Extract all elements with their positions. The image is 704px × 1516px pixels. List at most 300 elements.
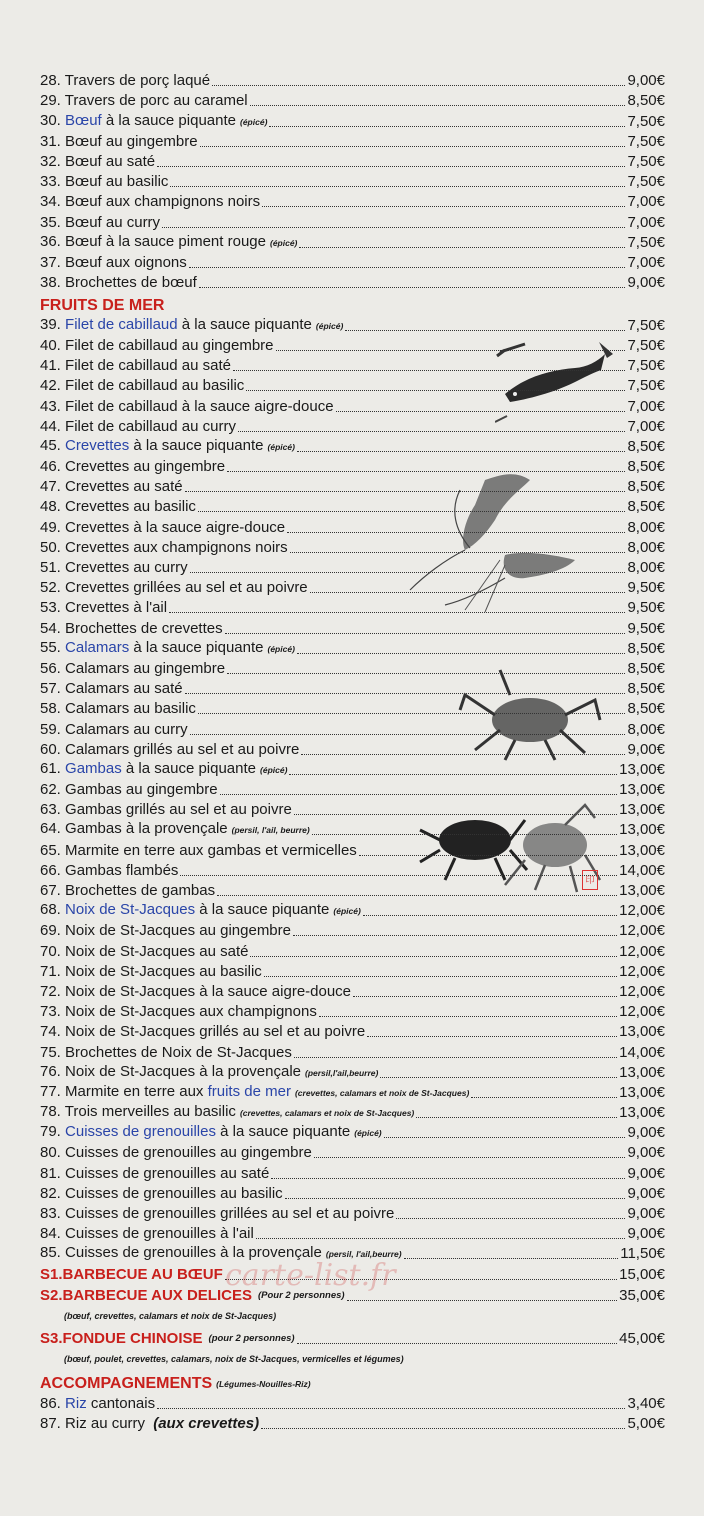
item-number: 48. bbox=[40, 498, 61, 516]
menu-item-label bbox=[40, 620, 223, 638]
item-name: Crevettes au gingembre bbox=[65, 458, 226, 476]
item-name: Cuisses de grenouilles au gingembre bbox=[65, 1144, 312, 1162]
item-name: Calamars au saté bbox=[65, 680, 183, 698]
item-number: 36. bbox=[40, 232, 61, 250]
dot-leader bbox=[227, 673, 625, 674]
menu-item bbox=[40, 860, 665, 880]
dot-leader bbox=[157, 1408, 625, 1409]
item-note: (épicé) bbox=[354, 1128, 382, 1139]
menu-item bbox=[40, 1062, 665, 1082]
item-price: 8,50€ bbox=[627, 700, 665, 718]
item-price: 9,00€ bbox=[627, 1124, 665, 1142]
item-name: Crevettes grillées au sel et au poivre bbox=[65, 579, 308, 597]
item-note: (épicé) bbox=[260, 764, 288, 775]
item-note: (persil,l'ail,beurre) bbox=[305, 1067, 379, 1078]
menu-item-label bbox=[40, 274, 197, 292]
item-name: Brochettes de crevettes bbox=[65, 619, 223, 637]
item-number: 47. bbox=[40, 478, 61, 496]
item-price: 7,50€ bbox=[627, 132, 665, 150]
item-name: Marmite en terre aux gambas et vermicelles bbox=[65, 841, 357, 859]
item-price: 8,00€ bbox=[627, 518, 665, 536]
menu-item bbox=[40, 799, 665, 819]
item-name: Marmite en terre aux bbox=[65, 1082, 208, 1100]
menu-item-label bbox=[40, 92, 248, 110]
menu-item bbox=[40, 232, 665, 252]
item-price: 7,00€ bbox=[627, 213, 665, 231]
menu-item bbox=[40, 718, 665, 738]
item-name: Noix de St-Jacques aux champignons bbox=[65, 1003, 317, 1021]
dot-leader bbox=[290, 552, 626, 553]
item-price: 9,50€ bbox=[627, 599, 665, 617]
menu-item-label bbox=[40, 1185, 283, 1203]
item-name: Gambas flambés bbox=[65, 861, 179, 879]
dot-leader bbox=[384, 1137, 626, 1138]
item-number: 54. bbox=[40, 619, 61, 637]
item-name: Filet de cabillaud au basilic bbox=[65, 377, 245, 395]
item-note: (crevettes, calamars et noix de St-Jacques) bbox=[294, 1087, 470, 1098]
menu-item-label bbox=[40, 943, 248, 961]
artist-seal: 印 bbox=[582, 870, 598, 890]
special-price: 45,00€ bbox=[619, 1330, 665, 1348]
menu-item-label bbox=[40, 1044, 292, 1062]
item-highlight: fruits de mer bbox=[207, 1082, 291, 1100]
dot-leader bbox=[198, 713, 626, 714]
item-price: 13,00€ bbox=[619, 1104, 665, 1122]
dot-leader bbox=[345, 330, 625, 331]
item-price: 8,00€ bbox=[627, 559, 665, 576]
menu-item bbox=[40, 90, 665, 110]
menu-item bbox=[40, 131, 665, 151]
item-price: 13,00€ bbox=[619, 1063, 665, 1081]
menu-item-label bbox=[40, 233, 297, 252]
dot-leader bbox=[299, 247, 625, 248]
dot-leader bbox=[297, 653, 626, 654]
menu-item bbox=[40, 416, 665, 436]
menu-item-label bbox=[40, 862, 178, 880]
item-name: cantonais bbox=[86, 1395, 156, 1413]
item-name: Filet de cabillaud au curry bbox=[65, 417, 236, 435]
dot-leader bbox=[294, 1057, 617, 1058]
item-name: Noix de St-Jacques au basilic bbox=[65, 962, 262, 980]
item-price: 13,00€ bbox=[619, 781, 665, 799]
item-price: 12,00€ bbox=[619, 942, 665, 960]
item-number: 45. bbox=[40, 436, 61, 454]
item-number: 49. bbox=[40, 518, 61, 536]
item-number: 85. bbox=[40, 1244, 61, 1262]
item-price: 13,00€ bbox=[619, 1083, 665, 1101]
item-number: 46. bbox=[40, 458, 61, 476]
item-highlight: Filet de cabillaud bbox=[65, 315, 178, 333]
item-number: 63. bbox=[40, 801, 61, 819]
item-name: à la sauce piquante bbox=[195, 901, 330, 919]
item-number: 65. bbox=[40, 841, 61, 859]
menu-item-label bbox=[40, 112, 267, 131]
item-price: 8,00€ bbox=[627, 720, 665, 738]
dot-leader bbox=[262, 206, 625, 207]
dot-leader bbox=[217, 895, 617, 896]
dot-leader bbox=[301, 754, 625, 755]
menu-item-label bbox=[40, 1225, 254, 1243]
menu-item bbox=[40, 819, 665, 839]
item-name: à la sauce piquante bbox=[129, 436, 264, 454]
dot-leader bbox=[287, 532, 625, 533]
menu-item bbox=[40, 1413, 665, 1433]
menu-item-label bbox=[40, 781, 218, 799]
item-price: 8,50€ bbox=[627, 92, 665, 110]
dot-leader bbox=[319, 1016, 617, 1017]
menu-item bbox=[40, 1162, 665, 1182]
menu-item bbox=[40, 577, 665, 597]
dot-leader bbox=[190, 572, 626, 573]
item-price: 9,00€ bbox=[627, 1225, 665, 1243]
menu-item-label bbox=[40, 1123, 382, 1142]
item-name: Noix de St-Jacques au saté bbox=[65, 942, 249, 960]
item-number: 44. bbox=[40, 417, 61, 435]
item-name: Brochettes de bœuf bbox=[65, 274, 197, 292]
dot-leader bbox=[261, 1428, 625, 1429]
menu-item bbox=[40, 759, 665, 779]
menu-item bbox=[40, 1021, 665, 1041]
item-number: 56. bbox=[40, 659, 61, 677]
item-number: 29. bbox=[40, 92, 61, 110]
item-name: Filet de cabillaud au gingembre bbox=[65, 336, 274, 354]
item-note: (épicé) bbox=[269, 237, 298, 248]
menu-item-label bbox=[40, 1205, 394, 1223]
menu-item bbox=[40, 961, 665, 981]
item-name: Bœuf au curry bbox=[65, 213, 161, 231]
item-note: (épicé) bbox=[240, 116, 268, 127]
item-price: 12,00€ bbox=[619, 982, 665, 1000]
item-number: 75. bbox=[40, 1043, 61, 1061]
menu-item bbox=[40, 191, 665, 211]
item-number: 40. bbox=[40, 336, 61, 354]
item-name: Bœuf aux champignons noirs bbox=[65, 193, 261, 211]
item-number: 38. bbox=[40, 274, 61, 292]
item-name: Crevettes au curry bbox=[65, 559, 188, 576]
menu-item-label bbox=[40, 539, 288, 557]
menu-item bbox=[40, 375, 665, 395]
item-name: Calamars grillés au sel et au poivre bbox=[65, 740, 300, 758]
item-number: 41. bbox=[40, 357, 61, 375]
item-price: 7,50€ bbox=[627, 233, 665, 251]
item-number: 81. bbox=[40, 1164, 61, 1182]
dot-leader bbox=[190, 734, 626, 735]
item-name: à la sauce piquante bbox=[129, 638, 264, 656]
item-name: Crevettes à l'ail bbox=[65, 599, 168, 617]
item-name: Noix de St-Jacques à la sauce aigre-douce bbox=[65, 982, 352, 1000]
item-number: 61. bbox=[40, 759, 61, 777]
dot-leader bbox=[256, 1238, 626, 1239]
menu-item-label bbox=[40, 1415, 259, 1433]
menu-item-label bbox=[40, 173, 168, 191]
item-number: 37. bbox=[40, 253, 61, 271]
special-note: (Pour 2 personnes) bbox=[257, 1290, 345, 1302]
item-number: 71. bbox=[40, 962, 61, 980]
item-number: 50. bbox=[40, 538, 61, 556]
item-price: 13,00€ bbox=[619, 760, 665, 778]
item-note: (persil, l'ail,beurre) bbox=[325, 1249, 402, 1260]
item-name: Travers de porç laqué bbox=[64, 72, 211, 90]
item-name: Calamars au basilic bbox=[65, 700, 196, 718]
dot-leader bbox=[314, 1157, 626, 1158]
dot-leader bbox=[310, 592, 626, 593]
item-name: Calamars au gingembre bbox=[65, 659, 226, 677]
dot-leader bbox=[269, 126, 625, 127]
item-number: 79. bbox=[40, 1123, 61, 1141]
menu-item bbox=[40, 436, 665, 456]
item-name: Gambas grillés au sel et au poivre bbox=[65, 801, 292, 819]
menu-item-label bbox=[40, 133, 198, 151]
item-number: 58. bbox=[40, 700, 61, 718]
item-note: (épicé) bbox=[333, 906, 361, 917]
menu-item bbox=[40, 1041, 665, 1061]
item-price: 13,00€ bbox=[619, 801, 665, 819]
menu-item-label bbox=[40, 882, 215, 900]
item-name: Riz au curry bbox=[65, 1415, 150, 1433]
item-number: 62. bbox=[40, 781, 61, 799]
menu-item bbox=[40, 1183, 665, 1203]
section-title: ACCOMPAGNEMENTS bbox=[40, 1374, 213, 1392]
item-number: 70. bbox=[40, 942, 61, 960]
item-number: 33. bbox=[40, 173, 61, 191]
item-price: 11,50€ bbox=[620, 1245, 665, 1263]
dot-leader bbox=[246, 390, 625, 391]
item-name: Gambas à la provençale bbox=[65, 820, 228, 838]
special-item bbox=[40, 1327, 665, 1348]
item-price: 8,50€ bbox=[627, 478, 665, 496]
item-number: 30. bbox=[40, 111, 61, 129]
item-price: 14,00€ bbox=[619, 1043, 665, 1061]
menu-item bbox=[40, 779, 665, 799]
special-description bbox=[40, 1305, 665, 1327]
menu-item bbox=[40, 1102, 665, 1122]
dot-leader bbox=[227, 471, 625, 472]
item-price: 7,50€ bbox=[627, 336, 665, 354]
item-name: Noix de St-Jacques au gingembre bbox=[65, 922, 291, 940]
item-number: 35. bbox=[40, 213, 61, 231]
item-price: 8,50€ bbox=[627, 458, 665, 476]
menu-item-label bbox=[40, 559, 188, 577]
menu-item bbox=[40, 981, 665, 1001]
item-price: 9,50€ bbox=[627, 619, 665, 637]
dot-leader bbox=[293, 935, 617, 936]
item-price: 9,00€ bbox=[627, 1184, 665, 1202]
menu-item-label bbox=[40, 721, 188, 739]
menu-item-label bbox=[40, 660, 225, 678]
item-name: Gambas au gingembre bbox=[65, 781, 218, 799]
item-number: 69. bbox=[40, 922, 61, 940]
menu-item bbox=[40, 171, 665, 191]
menu-item bbox=[40, 355, 665, 375]
dot-leader bbox=[336, 411, 626, 412]
menu-item bbox=[40, 940, 665, 960]
menu-item-label bbox=[40, 254, 187, 272]
special-title: S2.BARBECUE AUX DELICES bbox=[40, 1287, 252, 1305]
dot-leader bbox=[233, 370, 625, 371]
menu-item bbox=[40, 1142, 665, 1162]
item-number: 57. bbox=[40, 680, 61, 698]
item-number: 78. bbox=[40, 1103, 61, 1121]
menu-item bbox=[40, 315, 665, 335]
item-number: 31. bbox=[40, 132, 61, 150]
item-price: 8,50€ bbox=[627, 680, 665, 698]
item-name: Brochettes de Noix de St-Jacques bbox=[65, 1043, 292, 1061]
item-number: 74. bbox=[40, 1023, 61, 1041]
menu-item bbox=[40, 335, 665, 355]
special-title: S1.BARBECUE AU BŒUF bbox=[40, 1266, 223, 1284]
dot-leader bbox=[276, 350, 626, 351]
item-number: 73. bbox=[40, 1003, 61, 1021]
item-name: Crevettes au basilic bbox=[65, 498, 196, 516]
menu-item bbox=[40, 1203, 665, 1223]
item-price: 9,00€ bbox=[627, 1205, 665, 1222]
item-number: 87. bbox=[40, 1415, 61, 1433]
dot-leader bbox=[212, 85, 625, 86]
dot-leader bbox=[285, 1198, 626, 1199]
menu-item-label bbox=[40, 1395, 155, 1413]
special-description-text: (bœuf, poulet, crevettes, calamars, noix de St-Jacques, vermicelles et légumes) bbox=[64, 1354, 404, 1365]
menu-item bbox=[40, 395, 665, 415]
menu-item bbox=[40, 698, 665, 718]
menu-item bbox=[40, 252, 665, 272]
item-number: 60. bbox=[40, 740, 61, 758]
item-price: 7,00€ bbox=[627, 417, 665, 435]
item-number: 43. bbox=[40, 397, 61, 415]
menu-item-label bbox=[40, 337, 274, 355]
dot-leader bbox=[471, 1097, 617, 1098]
menu-item bbox=[40, 496, 665, 516]
menu-item bbox=[40, 597, 665, 617]
dot-leader bbox=[271, 1178, 625, 1179]
menu-item-label bbox=[40, 599, 167, 617]
section-heading bbox=[40, 1370, 665, 1393]
dot-leader bbox=[189, 267, 626, 268]
menu-item-label bbox=[40, 398, 334, 416]
item-name: Trois merveilles au basilic bbox=[64, 1103, 236, 1121]
menu-item-label bbox=[40, 498, 196, 516]
dot-leader bbox=[162, 227, 625, 228]
menu-item bbox=[40, 617, 665, 637]
item-price: 7,00€ bbox=[627, 193, 665, 211]
item-highlight: Bœuf bbox=[65, 111, 102, 129]
menu-item bbox=[40, 658, 665, 678]
menu-item bbox=[40, 272, 665, 292]
menu-item-label bbox=[40, 639, 295, 658]
item-number: 64. bbox=[40, 820, 61, 838]
item-price: 8,50€ bbox=[627, 498, 665, 516]
menu-item bbox=[40, 516, 665, 536]
menu-item bbox=[40, 1082, 665, 1102]
section-heading bbox=[40, 292, 665, 315]
item-number: 42. bbox=[40, 377, 61, 395]
item-name: Cuisses de grenouilles au basilic bbox=[65, 1184, 283, 1202]
dot-leader bbox=[312, 834, 617, 835]
item-name: Noix de St-Jacques à la provençale bbox=[65, 1062, 301, 1080]
menu-item-label bbox=[40, 1003, 317, 1021]
menu-item bbox=[40, 70, 665, 90]
item-number: 84. bbox=[40, 1225, 61, 1243]
item-number: 34. bbox=[40, 193, 61, 211]
item-price: 7,50€ bbox=[627, 112, 665, 130]
dot-leader bbox=[185, 491, 626, 492]
menu-item-label bbox=[40, 579, 308, 597]
item-price: 7,50€ bbox=[627, 377, 665, 395]
item-price: 7,00€ bbox=[627, 397, 665, 415]
menu-item-label bbox=[40, 377, 244, 395]
item-name: à la sauce piquante bbox=[121, 759, 257, 777]
menu-item-label bbox=[40, 801, 292, 819]
item-number: 83. bbox=[40, 1205, 61, 1222]
menu-item-label bbox=[40, 680, 183, 698]
item-price: 8,50€ bbox=[627, 659, 665, 677]
menu-item-label bbox=[40, 700, 196, 718]
menu-item bbox=[40, 557, 665, 577]
item-name: Cuisses de grenouilles à l'ail bbox=[65, 1225, 254, 1243]
menu-item bbox=[40, 151, 665, 171]
special-price: 15,00€ bbox=[619, 1266, 665, 1284]
menu-item bbox=[40, 1223, 665, 1243]
menu-item bbox=[40, 739, 665, 759]
item-number: 53. bbox=[40, 599, 61, 617]
menu-item bbox=[40, 211, 665, 231]
item-note: (persil, l'ail, beurre) bbox=[231, 825, 310, 836]
item-price: 12,00€ bbox=[619, 1003, 665, 1021]
menu-item-label bbox=[40, 193, 260, 211]
special-description bbox=[40, 1348, 665, 1370]
special-description-text: (bœuf, crevettes, calamars et noix de St-Jacques) bbox=[64, 1311, 277, 1322]
item-note: (crevettes, calamars et noix de St-Jacques) bbox=[239, 1108, 415, 1119]
dot-leader bbox=[185, 693, 626, 694]
item-name: Crevettes aux champignons noirs bbox=[65, 538, 288, 556]
item-name: Bœuf au basilic bbox=[65, 173, 169, 191]
menu-list bbox=[40, 70, 665, 1433]
item-number: 55. bbox=[40, 638, 61, 656]
item-price: 13,00€ bbox=[619, 821, 665, 839]
menu-item-label bbox=[40, 478, 183, 496]
menu-item-label bbox=[40, 519, 285, 537]
dot-leader bbox=[297, 1343, 618, 1344]
dot-leader bbox=[289, 774, 617, 775]
item-number: 68. bbox=[40, 901, 61, 919]
menu-item-label bbox=[40, 72, 210, 90]
menu-item-label bbox=[40, 1063, 378, 1082]
item-name: à la sauce piquante bbox=[177, 315, 312, 333]
item-name: Filet de cabillaud à la sauce aigre-douce bbox=[65, 397, 334, 415]
dot-leader bbox=[199, 287, 626, 288]
menu-item bbox=[40, 1393, 665, 1413]
item-name: Noix de St-Jacques grillés au sel et au poivre bbox=[65, 1023, 366, 1041]
dot-leader bbox=[250, 956, 617, 957]
dot-leader bbox=[220, 794, 617, 795]
item-number: 80. bbox=[40, 1144, 61, 1162]
menu-item-label bbox=[40, 901, 361, 920]
menu-item-label bbox=[40, 214, 160, 232]
item-number: 32. bbox=[40, 152, 61, 170]
item-highlight: Noix de St-Jacques bbox=[65, 901, 196, 919]
item-name: Calamars au curry bbox=[65, 720, 188, 738]
menu-item bbox=[40, 638, 665, 658]
item-number: 86. bbox=[40, 1395, 61, 1413]
menu-item bbox=[40, 1122, 665, 1142]
item-price: 13,00€ bbox=[619, 882, 665, 899]
item-name: Travers de porc au caramel bbox=[64, 92, 248, 110]
item-name: Cuisses de grenouilles à la provençale bbox=[65, 1244, 322, 1262]
item-price: 7,50€ bbox=[627, 152, 665, 170]
dot-leader bbox=[353, 996, 617, 997]
item-name: Bœuf aux oignons bbox=[65, 253, 187, 271]
special-note: (pour 2 personnes) bbox=[208, 1333, 295, 1345]
menu-item-label bbox=[40, 820, 310, 839]
